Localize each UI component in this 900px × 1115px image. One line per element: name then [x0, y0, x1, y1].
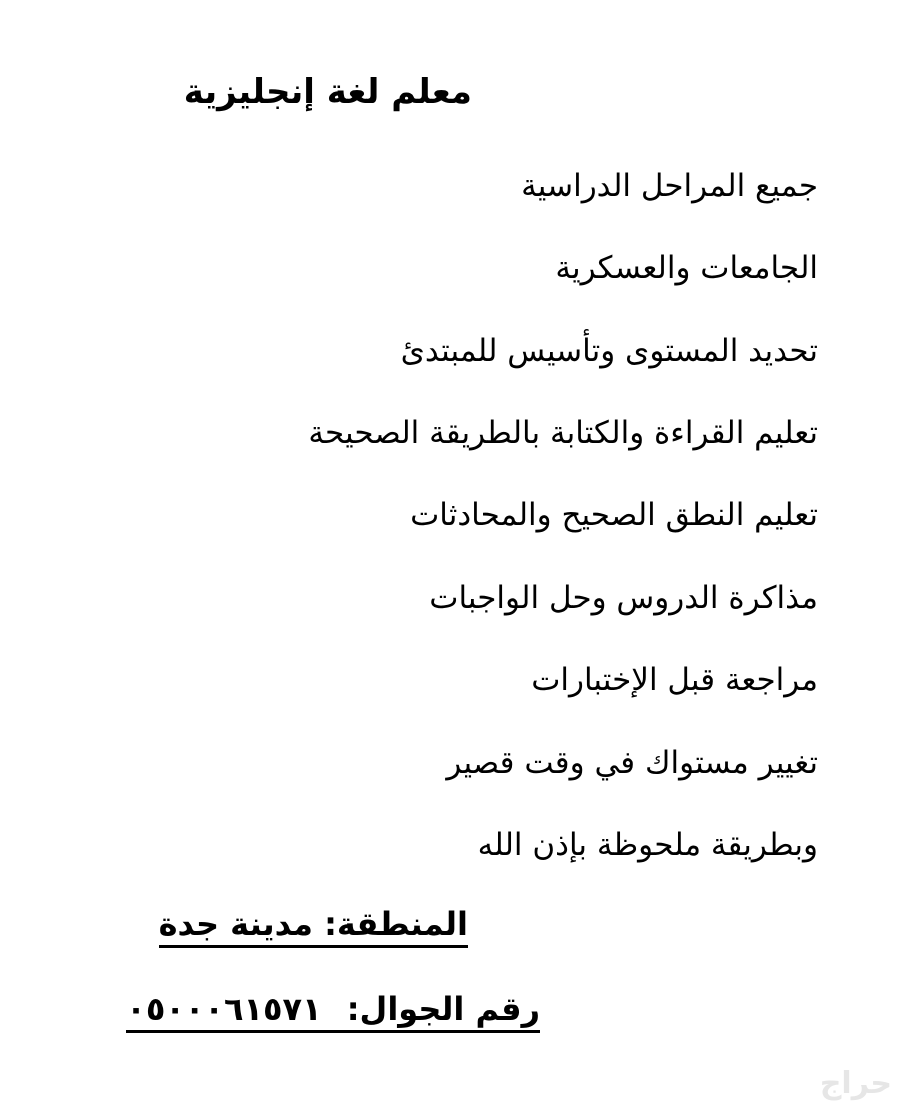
list-item: مذاكرة الدروس وحل الواجبات	[429, 580, 818, 616]
list-item: تعليم النطق الصحيح والمحادثات	[410, 497, 818, 533]
phone-number: ٠٥٠٠٠٦١٥٧١	[126, 990, 322, 1028]
phone-label: رقم الجوال:	[346, 990, 540, 1028]
haraj-watermark-logo: حراج	[819, 1066, 892, 1101]
list-item: جميع المراحل الدراسية	[521, 168, 818, 204]
phone-line	[126, 990, 540, 1033]
page-title: معلم لغة إنجليزية	[183, 72, 472, 112]
list-item: تغيير مستواك في وقت قصير	[446, 745, 818, 781]
list-item: وبطريقة ملحوظة بإذن الله	[477, 827, 818, 863]
list-item: الجامعات والعسكرية	[555, 250, 818, 286]
list-item: مراجعة قبل الإختبارات	[531, 662, 818, 698]
list-item: تحديد المستوى وتأسيس للمبتدئ	[400, 333, 818, 369]
list-item: تعليم القراءة والكتابة بالطريقة الصحيحة	[308, 415, 818, 451]
region-label: المنطقة: مدينة جدة	[159, 905, 468, 948]
